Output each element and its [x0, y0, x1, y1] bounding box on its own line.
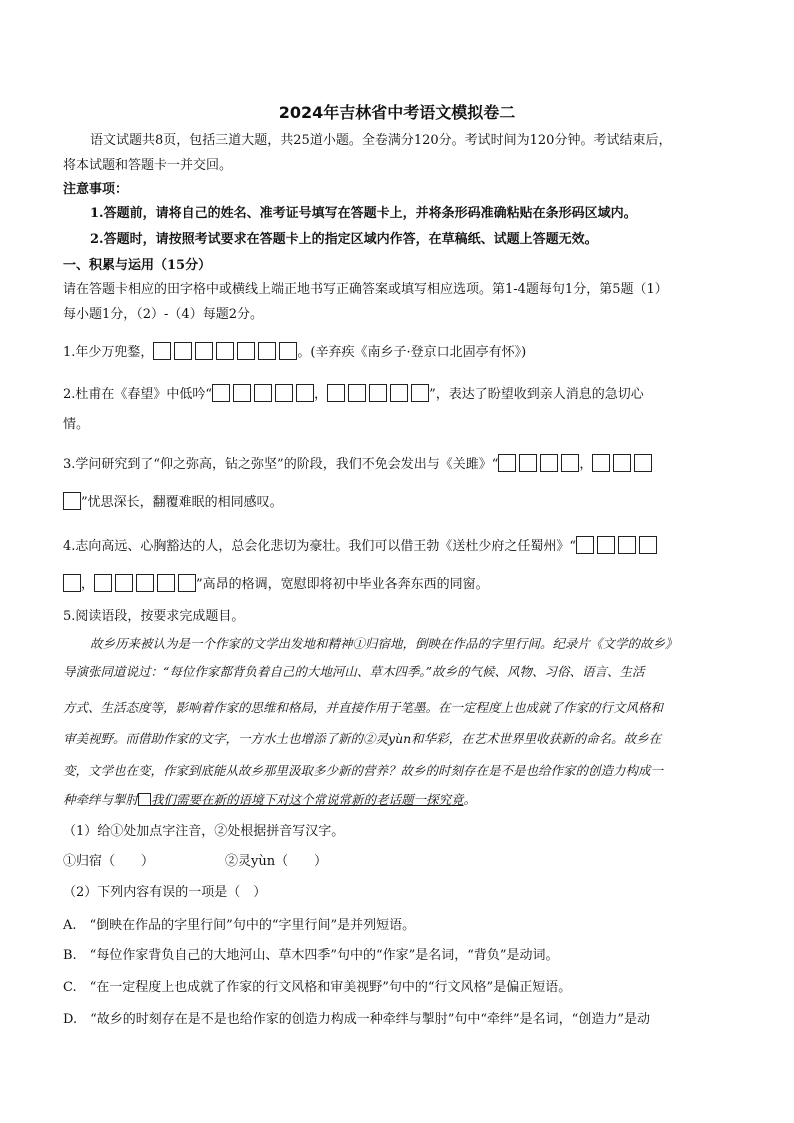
answer-box[interactable]	[327, 384, 345, 402]
answer-box-group-q2a[interactable]	[212, 387, 314, 402]
answer-box-group-q1[interactable]	[153, 345, 297, 360]
option-b[interactable]: B. “每位作家背负自己的大地河山、草木四季”句中的“作家”是名词，“背负”是动词。	[63, 948, 559, 963]
answer-box[interactable]	[348, 384, 366, 402]
answer-box[interactable]	[63, 574, 81, 592]
answer-box[interactable]	[279, 342, 297, 360]
answer-box[interactable]	[258, 342, 276, 360]
sub-question-1: （1）给①处加点字注音，②处根据拼音写汉字。	[63, 824, 345, 839]
sub-question-2: （2）下列内容有误的一项是（ ）	[63, 885, 267, 900]
question-4-prefix: 4.志向高远、心胸豁达的人，总会化悲切为豪壮。我们可以借王勃《送杜少府之任蜀州》“	[63, 539, 577, 554]
answer-box[interactable]	[411, 384, 429, 402]
passage-line-3: 方式、生活态度等，影响着作家的思维和格局，并直接作用于笔墨。在一定程度上也成就了作家的行文风格和	[63, 700, 664, 715]
notice-item-2: 2.答题时，请按照考试要求在答题卡上的指定区域内作答，在草稿纸、试题上答题无效。	[90, 232, 598, 247]
answer-box-group-q3b[interactable]	[592, 457, 652, 472]
question-4-comma: ，	[81, 577, 95, 592]
passage-line-4: 审美视野。而借助作家的文字，一方水土也增添了新的②灵yùn和华彩，在艺术世界里收获新的命名。故乡在	[63, 731, 662, 746]
question-3-continuation	[63, 492, 283, 511]
passage-line-6-start: 种牵绊与掣肘	[63, 792, 139, 807]
punctuation-blank-box[interactable]	[138, 793, 151, 806]
answer-box[interactable]	[390, 384, 408, 402]
answer-box[interactable]	[237, 342, 255, 360]
page-title: 2024年吉林省中考语文模拟卷二	[278, 103, 516, 122]
question-2-comma: ，	[314, 387, 328, 402]
sub-question-1-blank-b[interactable]: ②灵yùn（ ）	[225, 854, 328, 869]
answer-box[interactable]	[195, 342, 213, 360]
answer-box[interactable]	[216, 342, 234, 360]
instruction-line-1: 请在答题卡相应的田字格中或横线上端正地书写正确答案或填写相应选项。第1-4题每句1分，第5题（1）	[63, 282, 668, 297]
answer-box-group-q2b[interactable]	[327, 387, 429, 402]
answer-box[interactable]	[212, 384, 230, 402]
question-3-prefix: 3.学问研究到了“仰之弥高，钻之弥坚”的阶段，我们不免会发出与《关雎》“	[63, 457, 499, 472]
answer-box[interactable]	[296, 384, 314, 402]
passage-line-2: 导演张同道说过：“每位作家都背负着自己的大地河山、草木四季。”故乡的气候、风物、习俗、语言、生活	[63, 664, 645, 679]
answer-box[interactable]	[618, 536, 636, 554]
answer-box[interactable]	[369, 384, 387, 402]
answer-box[interactable]	[174, 342, 192, 360]
question-1-suffix: 。(辛弃疾《南乡子·登京口北固亭有怀》)	[297, 345, 527, 360]
answer-box[interactable]	[115, 574, 133, 592]
answer-box[interactable]	[613, 454, 631, 472]
option-c[interactable]: C. “在一定程度上也成就了作家的行文风格和审美视野”句中的“行文风格”是偏正短语。	[63, 980, 572, 995]
answer-box-group-q3a[interactable]	[498, 457, 579, 472]
answer-box[interactable]	[592, 454, 610, 472]
answer-box[interactable]	[157, 574, 175, 592]
question-2	[63, 384, 644, 403]
option-d[interactable]: D. “故乡的时刻存在是不是也给作家的创造力构成一种牵绊与掣肘”句中“牵绊”是名词，“创造力”是动	[63, 1012, 650, 1027]
answer-box[interactable]	[597, 536, 615, 554]
answer-box[interactable]	[178, 574, 196, 592]
answer-box[interactable]	[275, 384, 293, 402]
underlined-sentence: 我们需要在新的语境下对这个常说常新的老话题一探究竟	[151, 792, 464, 807]
question-3-suffix: ”忧思深长，翻覆难眠的相同感叹。	[81, 495, 283, 510]
question-4-suffix: ”高昂的格调，宽慰即将初中毕业各奔东西的同窗。	[196, 577, 489, 592]
question-4-continuation	[63, 574, 489, 593]
answer-box[interactable]	[153, 342, 171, 360]
answer-box[interactable]	[639, 536, 657, 554]
answer-box[interactable]	[498, 454, 516, 472]
question-5: 5.阅读语段，按要求完成题目。	[63, 609, 245, 624]
question-1	[63, 342, 526, 361]
answer-box[interactable]	[576, 536, 594, 554]
question-4	[63, 536, 657, 555]
notice-heading: 注意事项：	[63, 182, 129, 197]
question-2-prefix: 2.杜甫在《春望》中低吟“	[63, 387, 213, 402]
question-2-continuation: 情。	[63, 417, 90, 432]
notice-item-1: 1.答题前，请将自己的姓名、准考证号填写在答题卡上，并将条形码准确粘贴在条形码区域内。	[90, 206, 637, 221]
question-3-comma: ，	[579, 457, 593, 472]
passage-line-6	[63, 792, 476, 808]
answer-box[interactable]	[63, 492, 81, 510]
answer-box[interactable]	[540, 454, 558, 472]
question-3	[63, 454, 652, 473]
question-1-prefix: 1.年少万兜鍪，	[63, 345, 154, 360]
answer-box[interactable]	[233, 384, 251, 402]
instruction-line-2: 每小题1分，（2）-（4）每题2分。	[63, 307, 263, 322]
passage-line-5: 变，文学也在变，作家到底能从故乡那里汲取多少新的营养？故乡的时刻存在是不是也给作家的创造力构成一	[63, 763, 664, 778]
option-a[interactable]: A. “倒映在作品的字里行间”句中的“字里行间”是并列短语。	[63, 918, 416, 933]
section-heading: 一、积累与运用（15分）	[63, 258, 212, 273]
intro-line-1: 语文试题共8页，包括三道大题，共25道小题。全卷满分120分。考试时间为120分钟。考试结束后，	[90, 133, 672, 148]
answer-box-group-q4b[interactable]	[94, 577, 196, 592]
question-2-suffix: ”，表达了盼望收到亲人消息的急切心	[429, 387, 644, 402]
answer-box[interactable]	[561, 454, 579, 472]
answer-box[interactable]	[634, 454, 652, 472]
sub-question-1-blank-a[interactable]: ①归宿（ ）	[63, 854, 155, 869]
answer-box[interactable]	[254, 384, 272, 402]
passage-line-1: 故乡历来被认为是一个作家的文学出发地和精神①归宿地，倒映在作品的字里行间。纪录片《文学的故乡》	[90, 636, 678, 651]
passage-line-6-end: 。	[463, 792, 477, 807]
answer-box[interactable]	[136, 574, 154, 592]
answer-box-group-q4a[interactable]	[576, 539, 657, 554]
answer-box[interactable]	[519, 454, 537, 472]
answer-box[interactable]	[94, 574, 112, 592]
intro-line-2: 将本试题和答题卡一并交回。	[63, 158, 233, 173]
